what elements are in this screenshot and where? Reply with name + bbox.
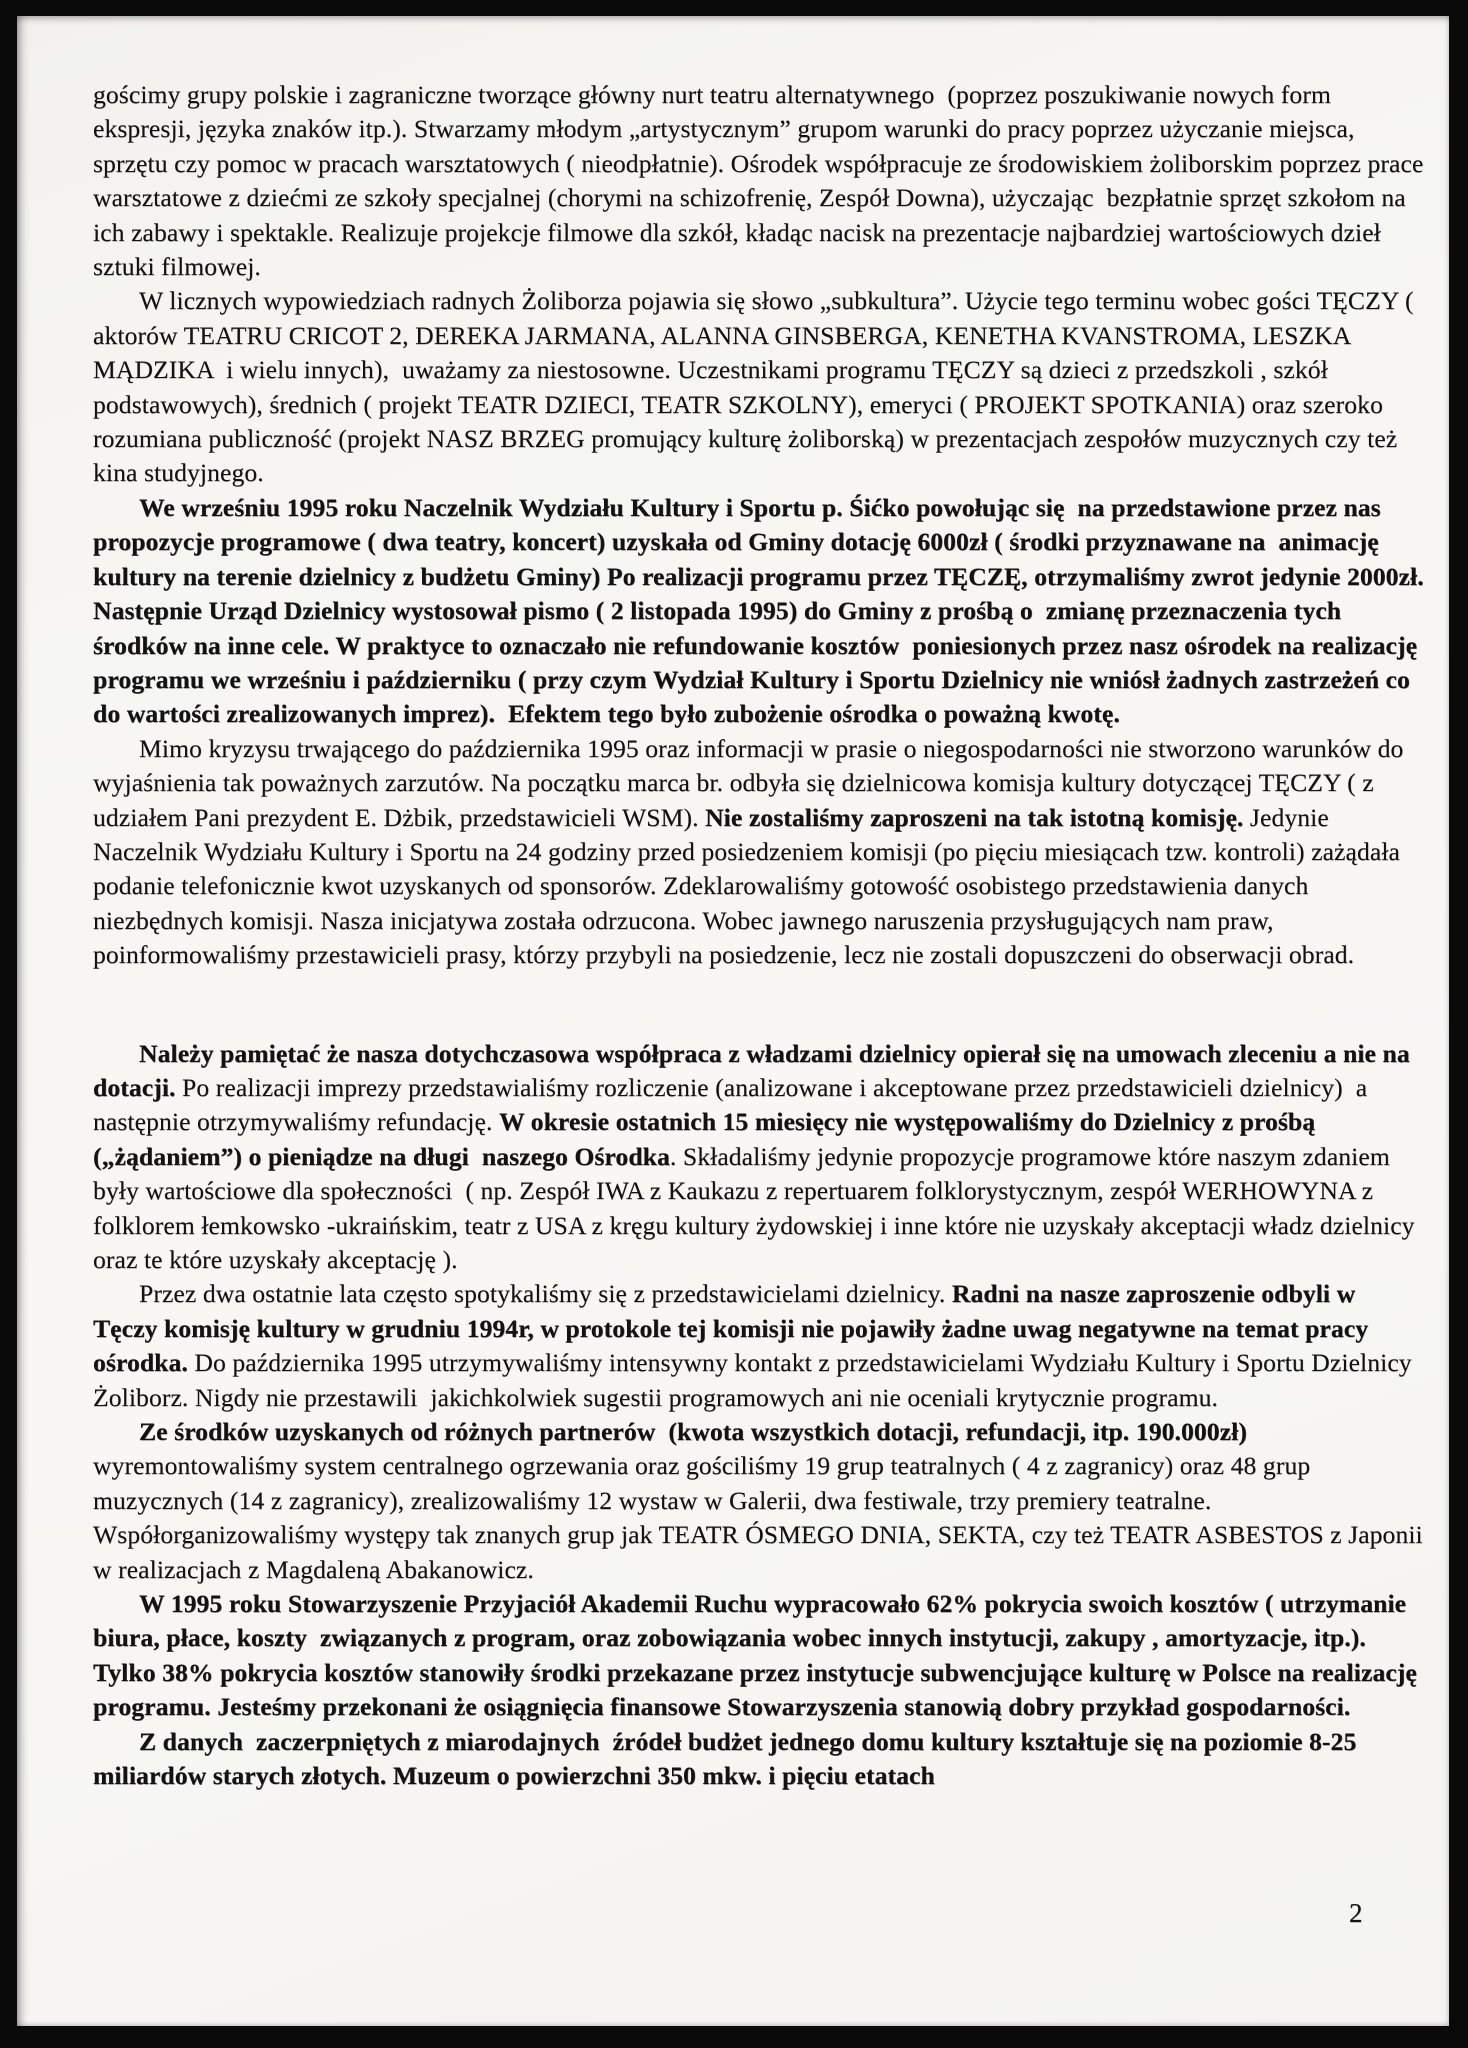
text-run-bold: W 1995 roku Stowarzyszenie Przyjaciół Akademii Ruchu wypracowało 62% pokrycia swoich kosztów ( utrzymanie biura, płace, koszty związanych z program, oraz zobowiązania wobec innych instytucji, zakupy , amortyzacje, itp.). Tylko 38% pokrycia kosztów stanowiły środki przekazane przez instytucje subwencjujące kulturę w Polsce na realizację programu. Jesteśmy przekonani że osiągnięcia finansowe Stowarzyszenia stanowią dobry przykład gospodarności. [93,1589,1424,1722]
text-run: W licznych wypowiedziach radnych Żoliborza pojawia się słowo „subkultura”. Użycie tego terminu wobec gości TĘCZY ( aktorów TEATRU CRICOT 2, DEREKA JARMANA, ALANNA GINSBERGA, KENETHA KVANSTROMA, LESZKA MĄDZIKA i wielu innych), uważamy za niestosowne. Uczestnikami programu TĘCZY są dzieci z przedszkoli , szkół podstawowych), średnich ( projekt TEATR DZIECI, TEATR SZKOLNY), emeryci ( PROJEKT SPOTKANIA) oraz szeroko rozumiana publiczność (projekt NASZ BRZEG promujący kulturę żoliborską) w prezentacjach zespołów muzycznych czy też kina studyjnego. [93,286,1421,488]
text-run: wyremontowaliśmy system centralnego ogrzewania oraz gościliśmy 19 grup teatralnych ( 4 z zagranicy) oraz 48 grup muzycznych (14 z zagranicy), zrealizowaliśmy 12 wystaw w Galerii, dwa festiwale, trzy premiery teatralne. Współorganizowaliśmy występy tak znanych grup jak TEATR ÓSMEGO DNIA, SEKTA, czy też TEATR ASBESTOS z Japonii w realizacjach z Magdaleną Abakanowicz. [93,1417,1436,1584]
text-run-bold: Z danych zaczerpniętych z miarodajnych źródeł budżet jednego domu kultury kształtuje się na poziomie 8-25 miliardów starych złotych. Muzeum o powierzchni 350 mkw. i pięciu etatach [93,1726,1363,1791]
document-page [17,16,1449,2026]
text-run-bold: We wrześniu 1995 roku Naczelnik Wydziału Kultury i Sportu p. Śićko powołując się na przedstawione przez nas propozycje programowe ( dwa teatry, koncert) uzyskała od Gminy dotację 6000zł ( środki przyznawane na animację kultury na terenie dzielnicy z budżetu Gminy) Po realizacji programu przez TĘCZĘ, otrzymaliśmy zwrot jedynie 2000zł. Następnie Urząd Dzielnicy wystosował pismo ( 2 listopada 1995) do Gminy z prośbą o zmianę przeznaczenia tych środków na inne cele. W praktyce to oznaczało nie refundowanie kosztów poniesionych przez nasz ośrodek na realizację programu we wrześniu i październiku ( przy czym Wydział Kultury i Sportu Dzielnicy nie wniósł żadnych zastrzeżeń co do wartości zrealizowanych imprez). Efektem tego było zubożenie ośrodka o poważną kwotę. [93,492,1431,729]
text-run-bold: Ze środków uzyskanych od różnych partnerów (kwota wszystkich dotacji, refundacji, itp. 190.000zł) [139,1417,1247,1447]
text-run: Po realizacji imprezy przedstawialiśmy rozliczenie (analizowane i akceptowane przez przedstawicieli dzielnicy) a następnie otrzymywaliśmy refundację. [93,1072,1374,1137]
text-run: gościmy grupy polskie i zagraniczne tworzące główny nurt teatru alternatywnego (poprzez poszukiwanie nowych form ekspresji, języka znaków itp.). Stwarzamy młodym „artystycznym” grupom warunki do pracy poprzez użyczanie miejsca, sprzętu czy pomoc w pracach warsztatowych ( nieodpłatnie). Ośrodek współpracuje ze środowiskiem żoliborskim poprzez prace warsztatowe z dziećmi ze szkoły specjalnej (chorymi na schizofrenię, Zespół Downa), użyczając bezpłatnie sprzęt szkołom na ich zabawy i spektakle. Realizuje projekcje filmowe dla szkół, kładąc nacisk na prezentacje najbardziej wartościowych dzieł sztuki filmowej. [93,80,1430,282]
text-run: Do października 1995 utrzymywaliśmy intensywny kontakt z przedstawicielami Wydziału Kultury i Sportu Dzielnicy Żoliborz. Nigdy nie przestawili jakichkolwiek sugestii programowych ani nie oceniali krytycznie programu. [93,1348,1419,1412]
text-run-bold: Radni na nasze zaproszenie odbyli w Tęczy komisję kultury w grudniu 1994r, w protokole tej komisji nie pojawiły żadne uwag negatywne na temat pracy ośrodka. [93,1279,1375,1378]
paragraph [93,1725,1425,1794]
paragraph [93,491,1431,732]
paragraph [93,284,1425,490]
page-number: 2 [1349,1898,1363,1928]
paragraph [93,732,1425,973]
text-run: . Składaliśmy jedynie propozycje programowe które naszym zdaniem były wartościowe dla społeczności ( np. Zespół IWA z Kaukazu z repertuarem folklorystycznym, zespół WERHOWYNA z folklorem łemkowsko -ukraińskim, teatr z USA z kręgu kultury żydowskiej i inne które nie uzyskały akceptacji władz dzielnicy oraz te które uzyskały akceptację ). [93,1141,1422,1274]
text-run: Mimo kryzysu trwającego do października 1995 oraz informacji w prasie o niegospodarności nie stworzono warunków do wyjaśnienia tak poważnych zarzutów. Na początku marca br. odbyła się dzielnicowa komisja kultury dotyczącej TĘCZY ( z udziałem Pani prezydent E. Dżbik, przedstawicieli WSM). [93,733,1410,832]
text-run: Przez dwa ostatnie lata często spotykaliśmy się z przedstawicielami dzielnicy. [139,1279,952,1309]
paragraph [93,1037,1425,1278]
paragraph [93,1587,1425,1725]
text-run-bold: W okresie ostatnich 15 miesięcy nie występowaliśmy do Dzielnicy z prośbą („żądaniem”) o pieniądze na długi naszego Ośrodka [93,1107,1322,1171]
text-run-bold: Należy pamiętać że nasza dotychczasowa współpraca z władzami dzielnicy opierał się na umowach zleceniu a nie na dotacji. [93,1038,1417,1102]
paragraph [93,1277,1425,1415]
text-run-bold: Nie zostaliśmy zaproszeni na tak istotną komisję. [705,802,1244,832]
document-body [93,78,1436,1794]
paragraph [93,78,1430,284]
text-run: Jedynie Naczelnik Wydziału Kultury i Sportu na 24 godziny przed posiedzeniem komisji (po pięciu miesiącach tzw. kontroli) zażądała podanie telefonicznie kwot uzyskanych od sponsorów. Zdeklarowaliśmy gotowość osobistego przedstawienia danych niezbędnych komisji. Nasza inicjatywa została odrzucona. Wobec jawnego naruszenia przysługujących nam praw, poinformowaliśmy przestawicieli prasy, którzy przybyli na posiedzenie, lecz nie zostali dopuszczeni do obserwacji obrad. [93,802,1407,970]
paragraph [93,1415,1436,1587]
